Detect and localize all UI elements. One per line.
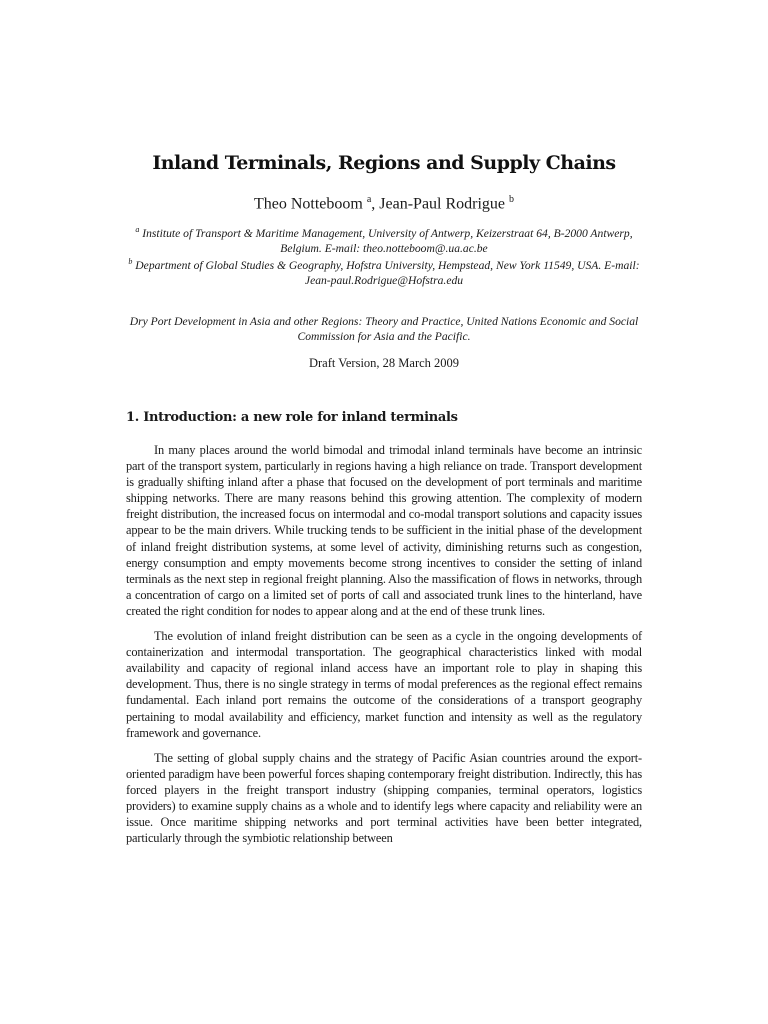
author-name: Jean-Paul Rodrigue <box>379 195 506 213</box>
affiliation-mark: b <box>509 194 515 205</box>
paragraph: The setting of global supply chains and the strategy of Pacific Asian countries around the export-oriented paradigm have been powerful forces shaping contemporary freight distribution. Indirectly, this has forced players in the freight transport industry (shipping companies, terminal operators, logistics providers) to examine supply chains as a whole and to identify legs where capacity and reliability were an issue. Once maritime shipping networks and port terminal activities have been better integrated, particularly through the symbiotic relationship between <box>126 750 642 846</box>
section-body <box>126 442 642 855</box>
affiliation-mark: b <box>128 257 133 266</box>
source-note: Dry Port Development in Asia and other Regions: Theory and Practice, United Nations Economic and Social Commission for Asia and the Pacific. <box>129 315 639 343</box>
affiliation-1 <box>126 222 642 256</box>
author-name: Theo Notteboom <box>253 195 363 213</box>
affiliation-text: Department of Global Studies & Geography, Hofstra University, Hempstead, New York 11549, USA. E-mail: Jean-paul.Rodrigue@Hofstra.edu <box>135 258 640 287</box>
affiliation-2 <box>126 254 642 288</box>
affiliation-mark: a <box>366 194 372 205</box>
affiliation-mark: a <box>135 225 140 234</box>
paragraph: The evolution of inland freight distribution can be seen as a cycle in the ongoing developments of containerization and intermodal transportation. The geographical characteristics linked with modal availability and capacity of regional inland access have an important role to play in shaping this development. Thus, there is no single strategy in terms of modal preferences as the regional effect remains fundamental. Each inland port remains the outcome of the considerations of a transport geography pertaining to modal availability and efficiency, market function and intensity as well as the regulatory framework and governance. <box>126 629 642 740</box>
author-line <box>126 194 642 213</box>
paper-title: Inland Terminals, Regions and Supply Chains <box>152 152 616 174</box>
paragraph: In many places around the world bimodal and trimodal inland terminals have become an intrinsic part of the transport system, particularly in regions having a high reliance on trade. Transport development is gradually shifting inland after a phase that focused on the development of port terminals and maritime shipping networks. There are many reasons behind this growing attention. The complexity of modern freight distribution, the increased focus on intermodal and co-modal transport solutions and capacity issues appear to be the main drivers. While trucking tends to be sufficient in the initial phase of the development of inland freight distribution systems, at some level of activity, diminishing returns such as congestion, energy consumption and empty movements become strong incentives to consider the setting of inland terminals as the next step in regional freight planning. Also the massification of flows in networks, through a concentration of cargo on a limited set of ports of call and associated trunk lines to the hinterland, have created the right condition for nodes to appear along and at the end of these trunk lines. <box>126 443 642 618</box>
draft-version: Draft Version, 28 March 2009 <box>308 356 460 370</box>
section-heading: 1. Introduction: a new role for inland terminals <box>126 410 458 425</box>
affiliation-text: Institute of Transport & Maritime Management, University of Antwerp, Keizerstraat 64, B-2000 Antwerp, Belgium. E-mail: theo.notteboom@.ua.ac.be <box>142 226 633 255</box>
author-separator: , <box>371 195 380 213</box>
